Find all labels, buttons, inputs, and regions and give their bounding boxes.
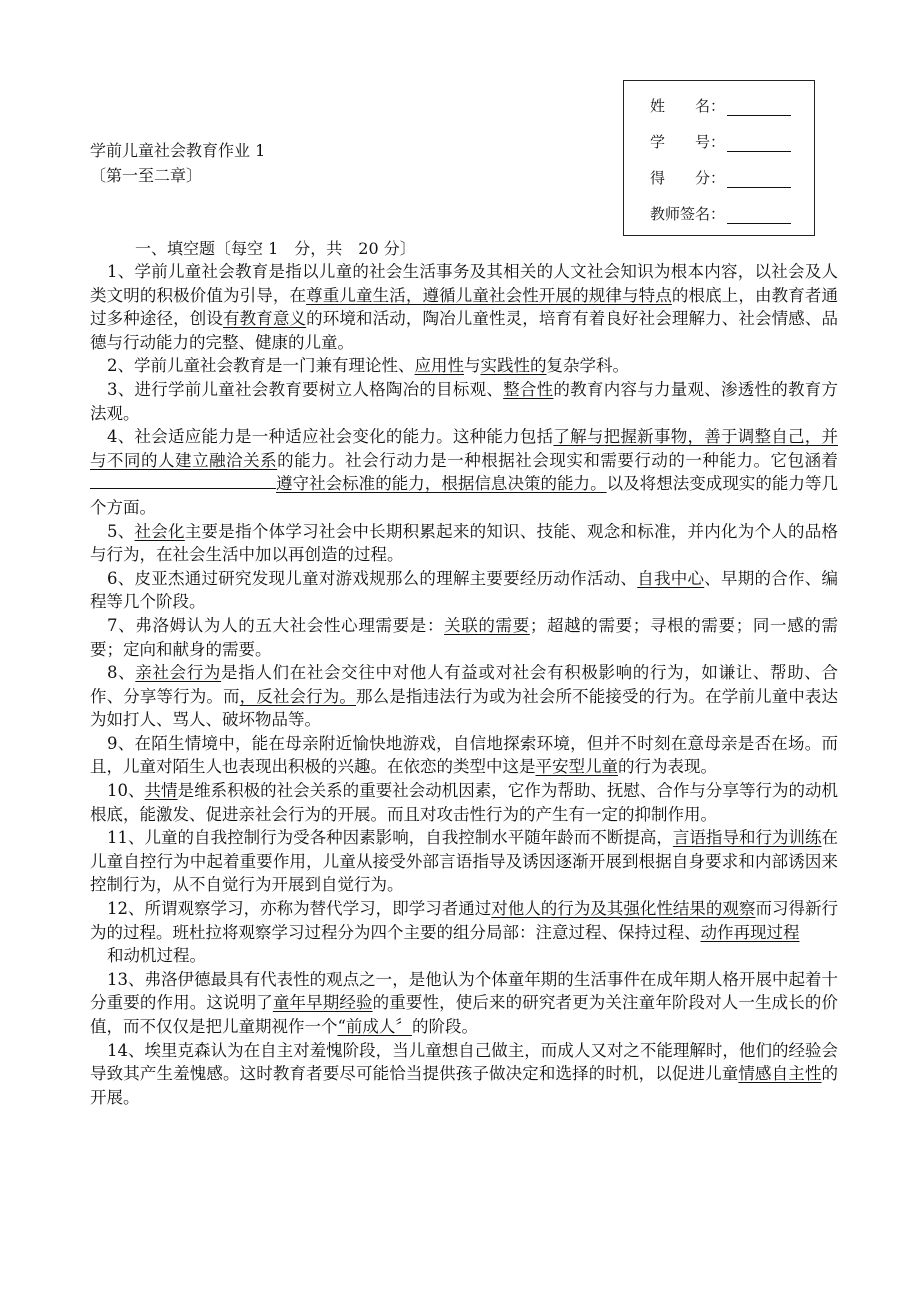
- page-title: 学前儿童社会教育作业 1: [90, 141, 266, 160]
- question-5: 5、社会化主要是指个体学习社会中长期积累起来的知识、技能、观念和标准，并内化为个人的品格与行为，在社会生活中加以再创造的过程。: [90, 521, 839, 565]
- question-12-continued: 和动机过程。: [107, 946, 206, 966]
- question-list: [90, 260, 838, 1109]
- score-blank[interactable]: [727, 170, 791, 188]
- teacher-row: [650, 203, 791, 224]
- question-14: 14、埃里克森认为在自主对羞愧阶段，当儿童想自己做主，而成人又对之不能理解时，他们的经验会导致其产生羞愧感。这时教育者要尽可能恰当提供孩子做决定和选择的时机，以促进儿童情感自主性的开展。: [90, 1040, 838, 1107]
- question-9: 9、在陌生情境中，能在母亲附近愉快地游戏，自信地探索环境，但并不时刻在意母亲是否在场。而且，儿童对陌生人也表现出积极的兴趣。在依恋的类型中这是平安型儿童的行为表现。: [90, 733, 838, 777]
- id-label: 学 号：: [650, 133, 726, 151]
- teacher-blank[interactable]: [727, 206, 791, 224]
- question-1: 1、学前儿童社会教育是指以儿童的社会生活事务及其相关的人文社会知识为根本内容，以社会及人类文明的积极价值为引导，在尊重儿童生活，遵循儿童社会性开展的规律与特点的根底上，由教育者通过多种途径，创设有教育意义的环境和活动，陶冶儿童性灵，培育有着良好社会理解力、社会情感、品德与行动能力的完整、健康的儿童。: [90, 262, 838, 352]
- teacher-label: 教师签名：: [650, 205, 726, 223]
- question-2: 2、学前儿童社会教育是一门兼有理论性、应用性与实践性的复杂学科。: [107, 356, 629, 376]
- score-row: [650, 167, 791, 188]
- question-4: 4、社会适应能力是一种适应社会变化的能力。这种能力包括了解与把握新事物，善于调整自己，并与不同的人建立融洽关系的能力。社会行动力是一种根据社会现实和需要行动的一种能力。它包涵着遵守社会标准的能力，根据信息决策的能力。以及将想法变成现实的能力等几个方面。: [90, 427, 839, 517]
- id-blank[interactable]: [727, 134, 791, 152]
- question-8: 8、亲社会行为是指人们在社会交往中对他人有益或对社会有积极影响的行为，如谦让、帮助、合作、分享等行为。而，反社会行为。那么是指违法行为或为社会所不能接受的行为。在学前儿童中表达为如打人、骂人、破坏物品等。: [90, 663, 839, 730]
- question-11: 11、儿童的自我控制行为受各种因素影响，自我控制水平随年龄而不断提高，言语指导和行为训练在儿童自控行为中起着重要作用，儿童从接受外部言语指导及诱因逐渐开展到根据自身要求和内部诱因来控制行为，从不自觉行为开展到自觉行为。: [90, 828, 839, 895]
- name-row: [650, 95, 791, 116]
- question-13: 13、弗洛伊德最具有代表性的观点之一，是他认为个体童年期的生活事件在成年期人格开展中起着十分重要的作用。这说明了童年早期经验的重要性，使后来的研究者更为关注童年阶段对人一生成长的价值，而不仅仅是把儿童期视作一个“前成人〞的阶段。: [90, 969, 838, 1036]
- answer-blank: [90, 473, 276, 489]
- question-7: 7、弗洛姆认为人的五大社会性心理需要是：关联的需要；超越的需要；寻根的需要；同一感的需要；定向和献身的需要。: [90, 615, 839, 659]
- name-label: 姓 名：: [650, 97, 726, 115]
- question-6: 6、皮亚杰通过研究发现儿童对游戏规那么的理解主要要经历动作活动、自我中心、早期的合作、编程等几个阶段。: [90, 568, 839, 612]
- question-10: 10、共情是维系积极的社会关系的重要社会动机因素，它作为帮助、抚慰、合作与分享等行为的动机根底，能激发、促进亲社会行为的开展。而且对攻击性行为的产生有一定的抑制作用。: [90, 781, 839, 824]
- section-title: 一、填空题〔每空 1 分，共 20 分〕: [135, 239, 416, 258]
- name-blank[interactable]: [727, 98, 791, 116]
- id-row: [650, 131, 791, 152]
- question-12: 12、所谓观察学习，亦称为替代学习，即学习者通过对他人的行为及其强化性结果的观察而习得新行为的过程。班杜拉将观察学习过程分为四个主要的组分局部：注意过程、保持过程、动作再现过程: [90, 899, 838, 942]
- student-info-box: [623, 80, 815, 236]
- chapter-range: 〔第一至二章〕: [90, 166, 203, 185]
- score-label: 得 分：: [650, 169, 726, 187]
- question-3: 3、进行学前儿童社会教育要树立人格陶冶的目标观、整合性的教育内容与力量观、渗透性的教育方法观。: [90, 379, 839, 423]
